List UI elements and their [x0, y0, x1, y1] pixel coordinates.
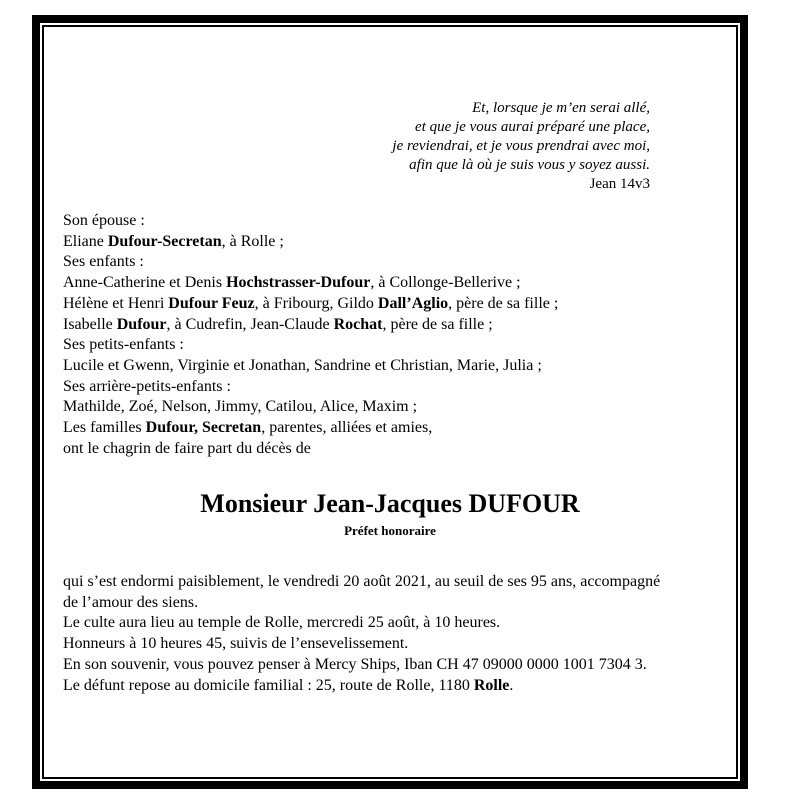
- text-segment: Le défunt repose au domicile familial : 25, route de Rolle, 1180: [63, 676, 474, 694]
- text-line: [63, 634, 660, 655]
- text-segment: Anne-Catherine et Denis: [63, 274, 227, 292]
- text-line: [63, 232, 558, 253]
- text-line: [63, 397, 558, 418]
- text-line: [63, 315, 558, 336]
- text-segment: Ses petits-enfants :: [63, 336, 184, 354]
- text-segment: je reviendrai, et je vous prendrai avec moi,: [392, 138, 650, 154]
- text-segment: , à Fribourg, Gildo: [254, 294, 378, 312]
- text-segment: , à Collonge-Bellerive ;: [370, 274, 521, 292]
- text-segment: Hochstrasser-Dufour: [226, 274, 371, 292]
- text-segment: Rochat: [333, 315, 383, 333]
- text-segment: , à Rolle ;: [221, 232, 284, 250]
- text-segment: ont le chagrin de faire part du décès de: [63, 439, 311, 457]
- text-line: [63, 613, 660, 634]
- text-line: [63, 252, 558, 273]
- text-line: [63, 676, 660, 697]
- text-line: [63, 593, 660, 614]
- text-segment: Ses enfants :: [63, 253, 144, 271]
- text-segment: , père de sa fille ;: [448, 294, 559, 312]
- text-segment: En son souvenir, vous pouvez penser à Mercy Ships, Iban CH 47 09000 0000 1001 7304 3.: [63, 655, 647, 673]
- bible-quote: [392, 99, 650, 194]
- deceased-name: Monsieur Jean-Jacques DUFOUR: [200, 489, 580, 518]
- text-segment: , parentes, alliées et amies,: [261, 419, 433, 437]
- card-border-frame: [32, 15, 748, 789]
- text-line: [392, 99, 650, 118]
- text-segment: .: [509, 676, 514, 694]
- text-segment: Hélène et Henri: [63, 294, 169, 312]
- text-segment: Honneurs à 10 heures 45, suivis de l’ensevelissement.: [63, 635, 409, 653]
- text-segment: , à Cudrefin, Jean-Claude: [166, 315, 334, 333]
- text-segment: Dufour Feuz: [168, 294, 255, 312]
- text-segment: Les familles: [63, 419, 146, 437]
- text-line: [392, 156, 650, 175]
- text-segment: Ses arrière-petits-enfants :: [63, 377, 231, 395]
- text-line: [63, 655, 660, 676]
- text-segment: Rolle: [473, 676, 510, 694]
- card-inner-frame: [42, 25, 738, 779]
- text-line: [63, 377, 558, 398]
- text-segment: Isabelle: [63, 315, 117, 333]
- text-line: [63, 572, 660, 593]
- text-segment: Eliane: [63, 232, 108, 250]
- text-segment: Dall’Aglio: [377, 294, 449, 312]
- text-segment: afin que là où je suis vous y soyez aussi.: [409, 157, 650, 173]
- text-line: [63, 294, 558, 315]
- text-segment: Son épouse :: [63, 212, 145, 229]
- text-segment: Dufour: [116, 315, 167, 333]
- text-segment: Mathilde, Zoé, Nelson, Jimmy, Catilou, Alice, Maxim ;: [63, 398, 418, 416]
- text-line: [63, 211, 558, 232]
- text-segment: Le culte aura lieu au temple de Rolle, mercredi 25 août, à 10 heures.: [63, 614, 501, 632]
- text-segment: Dufour-Secretan: [107, 232, 222, 250]
- family-announcement: [63, 211, 558, 459]
- text-line: [63, 356, 558, 377]
- text-line: [63, 439, 558, 460]
- text-segment: Dufour, Secretan: [145, 419, 262, 437]
- deceased-honorific-title: Préfet honoraire: [344, 523, 436, 538]
- text-segment: et que je vous aurai préparé une place,: [415, 119, 650, 135]
- text-line: [63, 418, 558, 439]
- text-segment: de l’amour des siens.: [63, 593, 199, 611]
- funeral-details: [63, 572, 660, 696]
- text-line: [63, 335, 558, 356]
- text-segment: Jean 14v3: [589, 176, 650, 192]
- text-segment: Lucile et Gwenn, Virginie et Jonathan, Sandrine et Christian, Marie, Julia ;: [63, 356, 542, 374]
- text-line: [392, 137, 650, 156]
- text-segment: qui s’est endormi paisiblement, le vendredi 20 août 2021, au seuil de ses 95 ans, accompagné: [63, 573, 661, 590]
- text-line: [392, 118, 650, 137]
- text-line: [63, 273, 558, 294]
- text-segment: , père de sa fille ;: [382, 315, 493, 333]
- text-line: [392, 175, 650, 194]
- text-segment: Et, lorsque je m’en serai allé,: [472, 100, 650, 116]
